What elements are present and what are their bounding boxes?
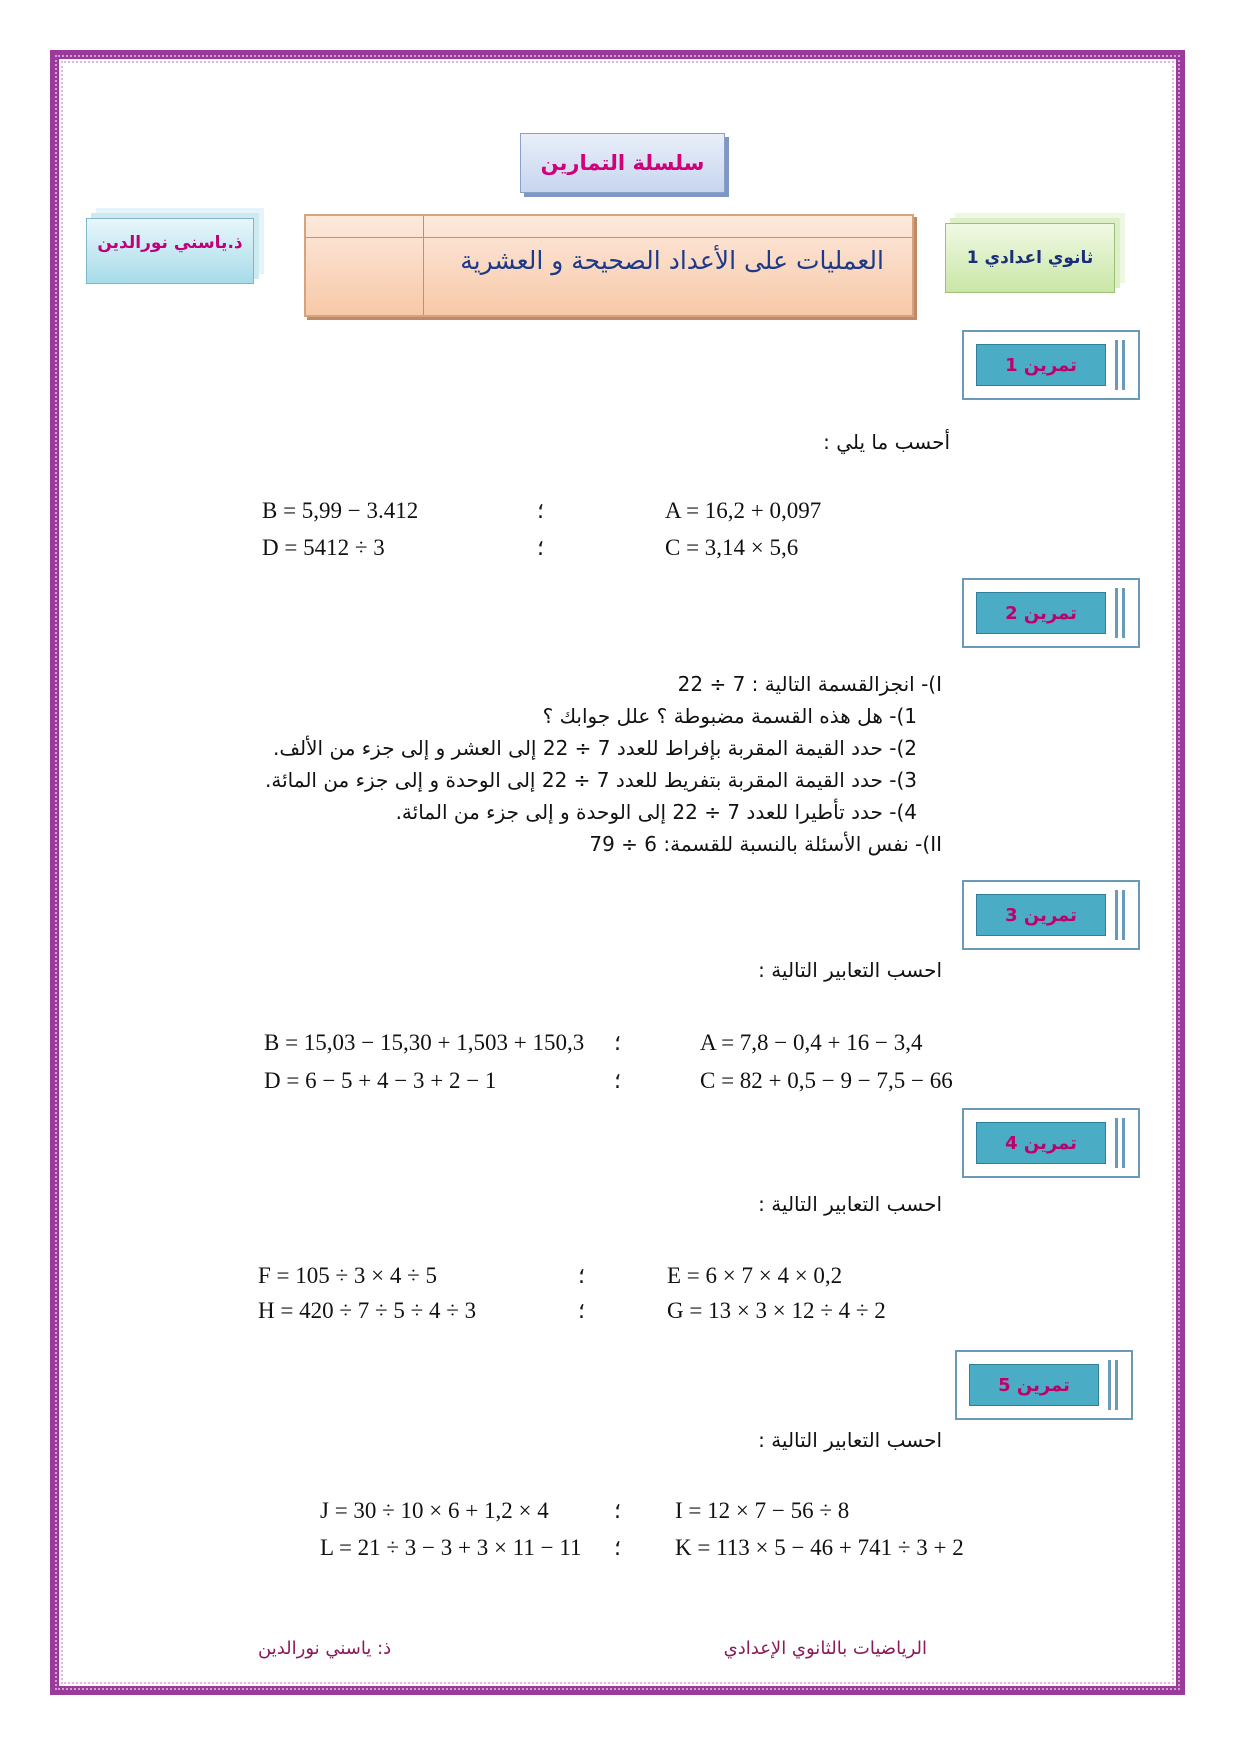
ex4-formula-g: G = 13 × 3 × 12 ÷ 4 ÷ 2 bbox=[667, 1298, 886, 1323]
ex5-formula-i: I = 12 × 7 − 56 ÷ 8 bbox=[675, 1498, 850, 1523]
exercise-5-label: تمرين 5 bbox=[969, 1364, 1099, 1406]
exercise-5-header bbox=[955, 1350, 1133, 1420]
ex3-separator: ؛ bbox=[614, 1030, 621, 1055]
ex3-formula-b: B = 15,03 − 15,30 + 1,503 + 150,3 bbox=[264, 1030, 585, 1055]
exercise-4-header bbox=[962, 1108, 1140, 1178]
ex2-line-3: 3)- حدد القيمة المقربة بتفريط للعدد 7 ÷ 22 إلى الوحدة و إلى جزء من المائة. bbox=[265, 768, 917, 792]
exercise-header-bar bbox=[1115, 1118, 1118, 1168]
ex3-formula-c: C = 82 + 0,5 − 9 − 7,5 − 66 bbox=[700, 1068, 953, 1093]
ex5-formula-k: K = 113 × 5 − 46 + 741 ÷ 3 + 2 bbox=[675, 1535, 964, 1560]
lesson-title-box bbox=[304, 214, 914, 317]
ex5-separator: ؛ bbox=[614, 1498, 621, 1523]
exercise-2-label: تمرين 2 bbox=[976, 592, 1106, 634]
ex3-formula-d: D = 6 − 5 + 4 − 3 + 2 − 1 bbox=[264, 1068, 497, 1093]
exercise-header-bar bbox=[1115, 588, 1118, 638]
level-badge: 1 ثانوي اعدادي bbox=[945, 223, 1115, 293]
ex2-line-5: II)- نفس الأسئلة بالنسبة للقسمة: 6 ÷ 79 bbox=[589, 832, 942, 856]
exercise-header-bar bbox=[1115, 1360, 1118, 1410]
exercise-1-header bbox=[962, 330, 1140, 400]
exercise-header-bar bbox=[1115, 340, 1118, 390]
exercise-1-label: تمرين 1 bbox=[976, 344, 1106, 386]
title-box-divider-h bbox=[306, 237, 912, 238]
ex2-line-0: I)- انجزالقسمة التالية : 7 ÷ 22 bbox=[677, 672, 942, 696]
ex5-instruction: احسب التعابير التالية : bbox=[758, 1428, 942, 1452]
ex1-formula-c: C = 3,14 × 5,6 bbox=[665, 535, 799, 560]
footer-subject: الرياضيات بالثانوي الإعدادي bbox=[723, 1638, 927, 1659]
ex1-separator: ؛ bbox=[537, 535, 544, 560]
lesson-title: العمليات على الأعداد الصحيحة و العشرية bbox=[460, 246, 884, 275]
ex4-separator: ؛ bbox=[578, 1298, 585, 1323]
ex1-formula-a: A = 16,2 + 0,097 bbox=[665, 498, 822, 523]
teacher-name-badge: ذ.ياسني نورالدين bbox=[86, 218, 254, 284]
ex4-formula-f: F = 105 ÷ 3 × 4 ÷ 5 bbox=[258, 1263, 437, 1288]
ex5-formula-j: J = 30 ÷ 10 × 6 + 1,2 × 4 bbox=[320, 1498, 549, 1523]
ex2-line-1: 1)- هل هذه القسمة مضبوطة ؟ علل جوابك ؟ bbox=[542, 704, 917, 728]
ex4-formula-e: E = 6 × 7 × 4 × 0,2 bbox=[667, 1263, 843, 1288]
ex1-separator: ؛ bbox=[537, 498, 544, 523]
ex1-formula-b: B = 5,99 − 3.412 bbox=[262, 498, 419, 523]
ex1-instruction: أحسب ما يلي : bbox=[823, 430, 950, 454]
exercise-header-bar bbox=[1115, 890, 1118, 940]
exercise-header-bar bbox=[1122, 890, 1125, 940]
ex5-separator: ؛ bbox=[614, 1535, 621, 1560]
ex3-formula-a: A = 7,8 − 0,4 + 16 − 3,4 bbox=[700, 1030, 923, 1055]
ex4-formula-h: H = 420 ÷ 7 ÷ 5 ÷ 4 ÷ 3 bbox=[258, 1298, 477, 1323]
exercise-3-label: تمرين 3 bbox=[976, 894, 1106, 936]
ex4-instruction: احسب التعابير التالية : bbox=[758, 1192, 942, 1216]
footer-author: ذ: ياسني نورالدين bbox=[258, 1638, 392, 1659]
ex1-formula-d: D = 5412 ÷ 3 bbox=[262, 535, 385, 560]
series-label: سلسلة التمارين bbox=[520, 133, 725, 193]
ex2-line-2: 2)- حدد القيمة المقربة بإفراط للعدد 7 ÷ 22 إلى العشر و إلى جزء من الألف. bbox=[273, 736, 917, 760]
exercise-header-bar bbox=[1122, 588, 1125, 638]
exercise-2-header bbox=[962, 578, 1140, 648]
ex5-formula-l: L = 21 ÷ 3 − 3 + 3 × 11 − 11 bbox=[320, 1535, 582, 1560]
exercise-3-header bbox=[962, 880, 1140, 950]
exercise-header-bar bbox=[1122, 340, 1125, 390]
ex2-line-4: 4)- حدد تأطيرا للعدد 7 ÷ 22 إلى الوحدة و إلى جزء من المائة. bbox=[395, 800, 917, 824]
ex4-separator: ؛ bbox=[578, 1263, 585, 1288]
ex3-instruction: احسب التعابير التالية : bbox=[758, 958, 942, 982]
exercise-4-label: تمرين 4 bbox=[976, 1122, 1106, 1164]
title-box-divider-v bbox=[423, 216, 424, 315]
exercise-header-bar bbox=[1108, 1360, 1111, 1410]
ex3-separator: ؛ bbox=[614, 1068, 621, 1093]
exercise-header-bar bbox=[1122, 1118, 1125, 1168]
